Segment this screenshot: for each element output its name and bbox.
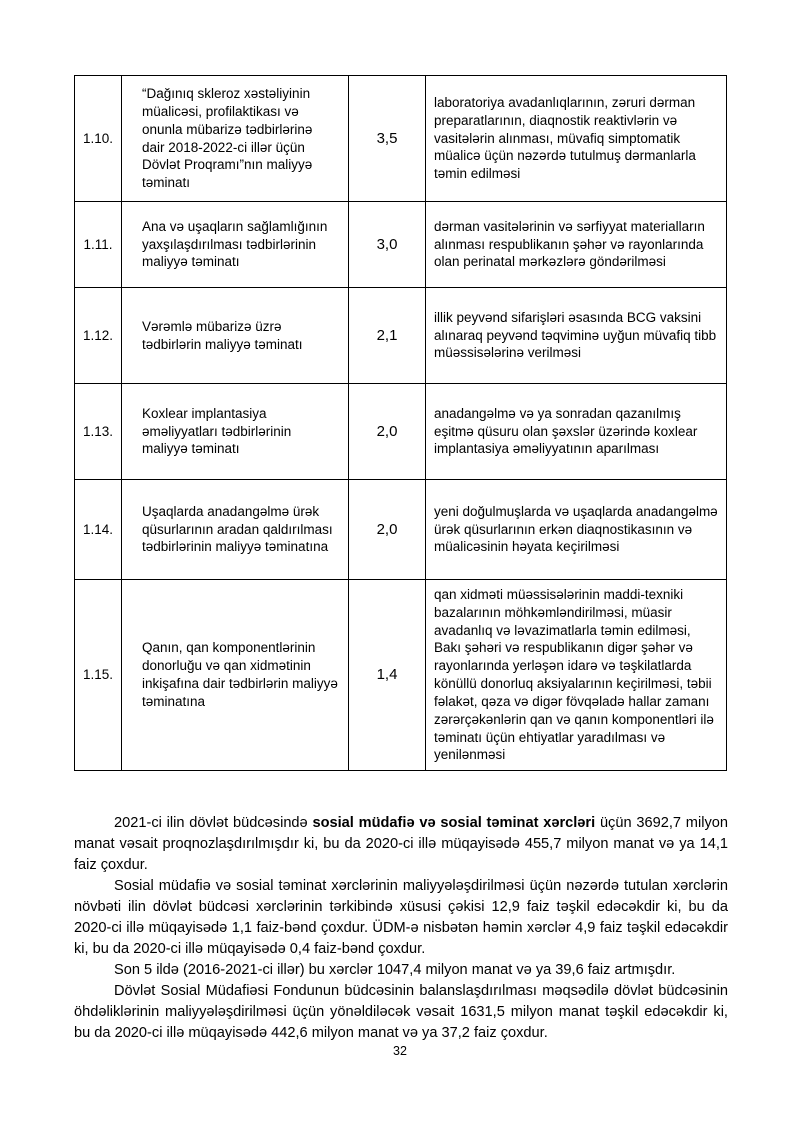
paragraph-4: Dövlət Sosial Müdafiəsi Fondunun büdcəsinin balanslaşdırılması məqsədilə dövlət büdcəsinin öhdəliklərinin maliyyələşdirilməsi üçün yönəldiləcək vəsait 1631,5 milyon manat təşkil edəcəkdir ki, bu da 2020-ci illə müqayisədə 442,6 milyon manat və ya 37,2 faiz çoxdur. [74, 983, 728, 1042]
page-number: 32 [393, 1044, 407, 1058]
cell-description: Ana və uşaqların sağlamlığının yaxşılaşdırılması tədbirlərinin maliyyə təminatı [122, 202, 349, 288]
cell-value: 1,4 [349, 580, 426, 771]
cell-detail: laboratoriya avadanlıqlarının, zəruri dərman preparatlarının, diaqnostik reaktivlərin və vasitələrin alınması, müvafiq simptomatik müalicə üçün nəzərdə tutulmuş dərmanlarla təmin edilməsi [426, 76, 727, 202]
paragraph-1-bold: sosial müdafiə və sosial təminat xərcləri [312, 815, 596, 832]
cell-detail: anadangəlmə və ya sonradan qazanılmış eşitmə qüsuru olan şəxslər üzərində koxlear implantasiya əməliyyatının aparılması [426, 384, 727, 480]
cell-description: Vərəmlə mübarizə üzrə tədbirlərin maliyyə təminatı [122, 288, 349, 384]
table-row [75, 580, 727, 771]
cell-number: 1.12. [75, 288, 122, 384]
table-row [75, 384, 727, 480]
cell-description: “Dağınıq skleroz xəstəliyinin müalicəsi, profilaktikası və onunla mübarizə tədbirlərinə dair 2018-2022-ci illər üçün Dövlət Proqramı”nın maliyyə təminatı [122, 76, 349, 202]
cell-number: 1.14. [75, 480, 122, 580]
table-row [75, 202, 727, 288]
paragraph-1-pre: 2021-ci ilin dövlət büdcəsində [114, 815, 313, 832]
paragraph-2: Sosial müdafiə və sosial təminat xərclərinin maliyyələşdirilməsi üçün nəzərdə tutulan xərclərin növbəti ilin dövlət büdcəsi xərclərinin tərkibində xüsusi çəkisi 12,9 faiz təşkil edəcəkdir ki, bu da 2020-ci illə müqayisədə 1,1 faiz-bənd çoxdur. ÜDM-ə nisbətən həmin xərclər 4,9 faiz təşkil edəcəkdir ki, bu da 2020-ci illə müqayisədə 0,4 faiz-bənd çoxdur. [74, 878, 728, 958]
paragraph-3: Son 5 ildə (2016-2021-ci illər) bu xərclər 1047,4 milyon manat və ya 39,6 faiz artmışdır. [114, 962, 676, 979]
table-row [75, 288, 727, 384]
cell-value: 3,5 [349, 76, 426, 202]
table-row [75, 76, 727, 202]
cell-number: 1.15. [75, 580, 122, 771]
cell-value: 3,0 [349, 202, 426, 288]
cell-description: Qanın, qan komponentlərinin donorluğu və qan xidmətinin inkişafına dair tədbirlərin maliyyə təminatına [122, 580, 349, 771]
cell-detail: illik peyvənd sifarişləri əsasında BCG vaksini alınaraq peyvənd təqviminə uyğun müvafiq tibb müəssisələrinə verilməsi [426, 288, 727, 384]
cell-detail: yeni doğulmuşlarda və uşaqlarda anadangəlmə ürək qüsurlarının erkən diaqnostikasının və müalicəsinin həyata keçirilməsi [426, 480, 727, 580]
paragraph-1 [74, 813, 728, 876]
cell-number: 1.13. [75, 384, 122, 480]
cell-number: 1.11. [75, 202, 122, 288]
paragraph-1-post: üçün 3692,7 milyon manat vəsait proqnozlaşdırılmışdır ki, bu da 2020-ci illə müqayisədə 455,7 milyon manat və ya 14,1 faiz çoxdur. [74, 815, 728, 874]
cell-value: 2,1 [349, 288, 426, 384]
cell-detail: qan xidməti müəssisələrinin maddi-texniki bazalarının möhkəmləndirilməsi, müasir avadanlıq və ləvazimatlarla təmin edilməsi, Bakı şəhəri və respublikanın digər şəhər və rayonlarında yerləşən idarə və təşkilatlarda könüllü donorluq aksiyalarının keçirilməsi, təbii fəlakət, qəza və digər fövqəladə hallar zamanı zərərçəkənlərin qan və qanın komponentləri ilə təminatı üçün ehtiyatlar yaradılması və yenilənməsi [426, 580, 727, 771]
cell-value: 2,0 [349, 480, 426, 580]
table-row [75, 480, 727, 580]
budget-table [74, 75, 727, 771]
body-text [74, 813, 728, 1044]
cell-description: Uşaqlarda anadangəlmə ürək qüsurlarının aradan qaldırılması tədbirlərinin maliyyə təminatına [122, 480, 349, 580]
cell-description: Koxlear implantasiya əməliyyatları tədbirlərinin maliyyə təminatı [122, 384, 349, 480]
cell-number: 1.10. [75, 76, 122, 202]
cell-detail: dərman vasitələrinin və sərfiyyat materialların alınması respublikanın şəhər və rayonlarında olan perinatal mərkəzlərə göndərilməsi [426, 202, 727, 288]
cell-value: 2,0 [349, 384, 426, 480]
